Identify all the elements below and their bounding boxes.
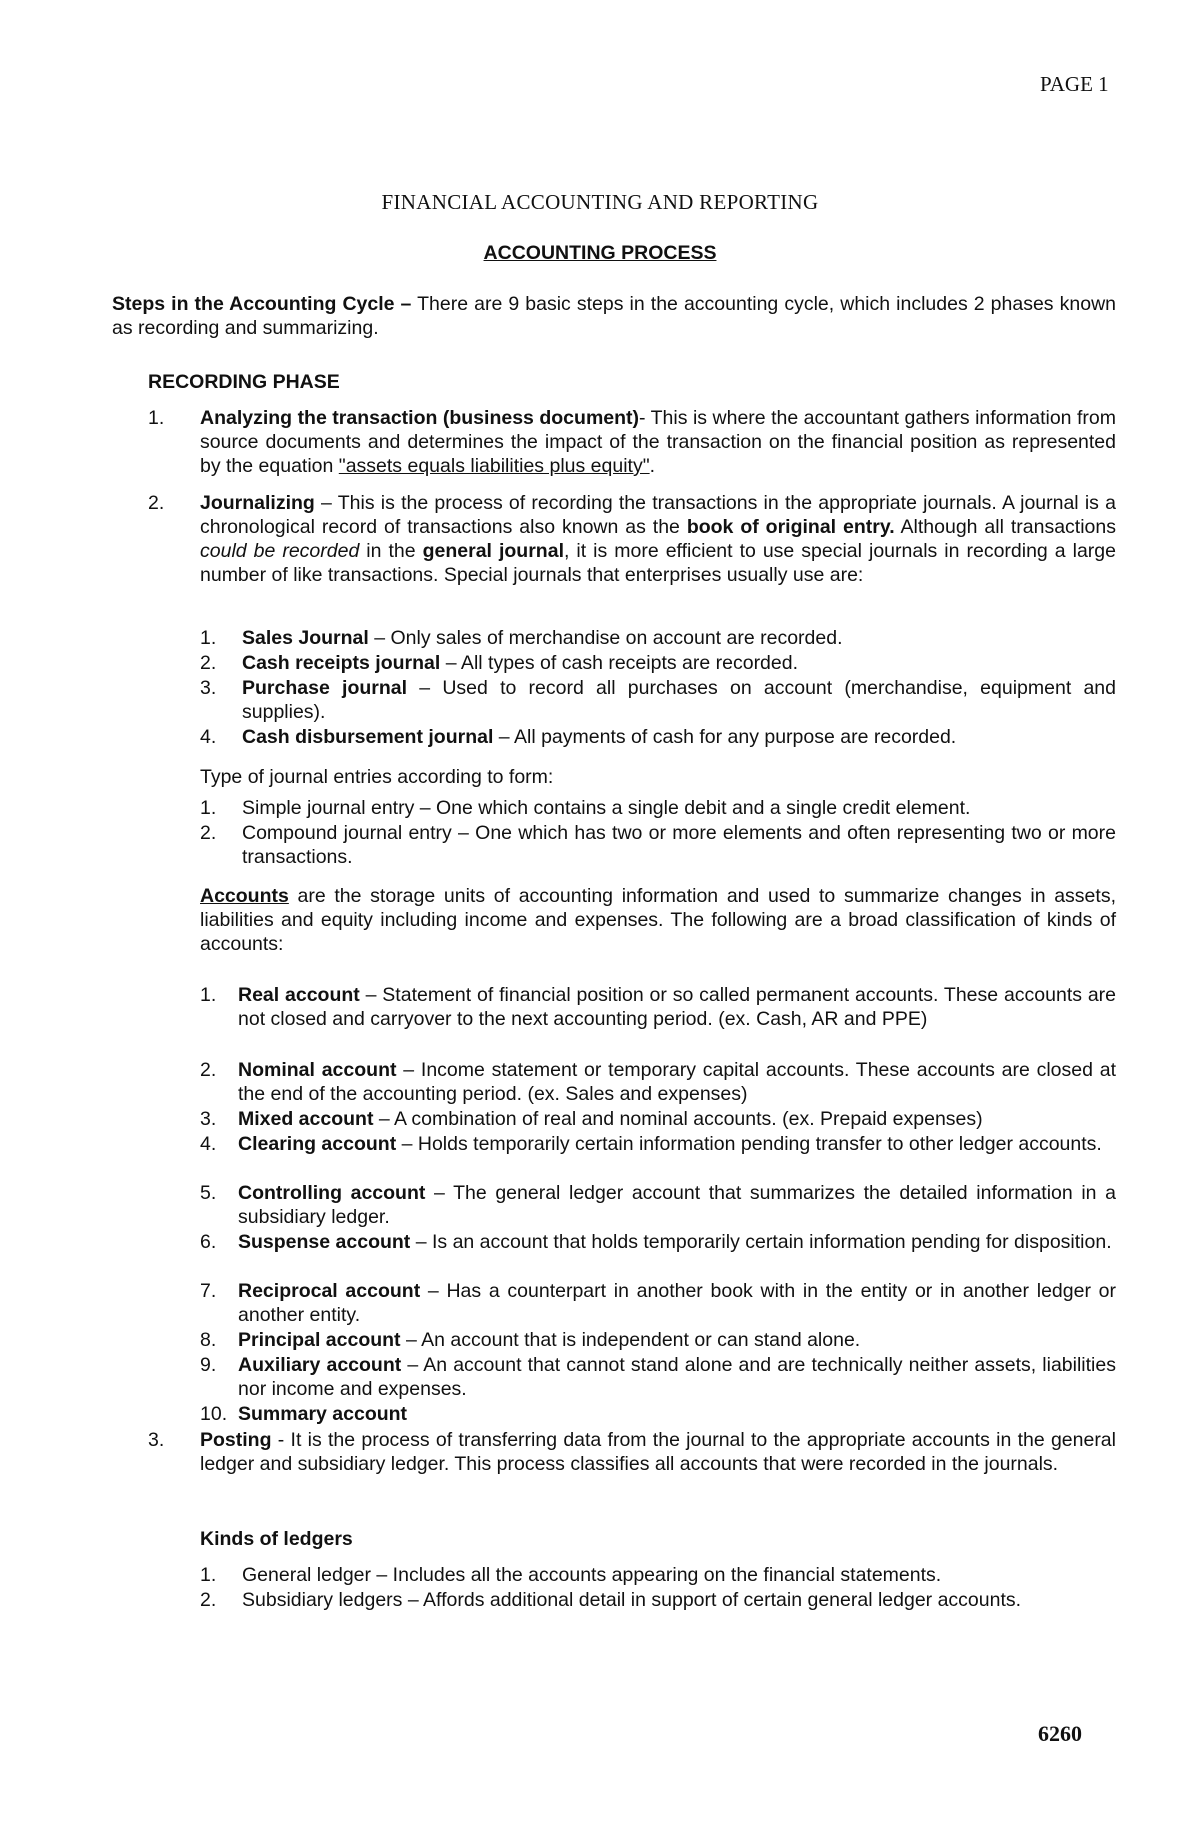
list-item: 6. Suspense account – Is an account that holds temporarily certain information pending for disposition.	[200, 1231, 1112, 1253]
intro-paragraph	[112, 292, 1116, 340]
recording-phase-heading: RECORDING PHASE	[148, 371, 340, 393]
page-number: 6260	[1038, 1721, 1082, 1746]
ledgers-heading: Kinds of ledgers	[200, 1528, 353, 1550]
list-item: 4. Clearing account – Holds temporarily certain information pending transfer to other ledger accounts.	[200, 1133, 1102, 1155]
list-item: 2. Compound journal entry – One which has two or more elements and often representing two or more transactions.	[200, 822, 1116, 868]
list-item: 8. Principal account – An account that is independent or can stand alone.	[200, 1329, 861, 1351]
book-of-original-entry: book of original entry.	[686, 516, 895, 538]
step-3: 3. Posting - It is the process of transferring data from the journal to the appropriate accounts in the general ledger and subsidiary ledger. This process classifies all accounts that were recorded in the journals.	[148, 1429, 1116, 1475]
intro-lead: Steps in the Accounting Cycle –	[112, 293, 412, 315]
general-journal: general journal	[422, 540, 564, 562]
list-item: 1. Sales Journal – Only sales of merchandise on account are recorded.	[200, 627, 843, 649]
step-1-title: Analyzing the transaction (business document)	[200, 407, 640, 429]
journal-entries-intro: Type of journal entries according to form:	[200, 766, 554, 788]
accounting-equation: "assets equals liabilities plus equity"	[338, 455, 650, 477]
list-item: 5. Controlling account – The general ledger account that summarizes the detailed information in a subsidiary ledger.	[200, 1182, 1116, 1228]
list-item: 10. Summary account	[200, 1403, 408, 1425]
list-item: 4. Cash disbursement journal – All payments of cash for any purpose are recorded.	[200, 726, 957, 748]
list-item: 2. Nominal account – Income statement or temporary capital accounts. These accounts are closed at the end of the accounting period. (ex. Sales and expenses)	[200, 1059, 1116, 1105]
step-2-number: 2.	[148, 492, 165, 514]
step-1-text: - This is where the accountant gathers information from source documents and determines the impact of the transaction on the financial position as represented by the equation	[200, 407, 1116, 477]
list-item: 9. Auxiliary account – An account that cannot stand alone and are technically neither assets, liabilities nor income and expenses.	[200, 1354, 1116, 1400]
list-item: 2. Cash receipts journal – All types of cash receipts are recorded.	[200, 652, 799, 674]
list-item: 1. Real account – Statement of financial position or so called permanent accounts. These accounts are not closed and carryover to the next accounting period. (ex. Cash, AR and PPE)	[200, 984, 1117, 1030]
document-title: FINANCIAL ACCOUNTING AND REPORTING	[381, 190, 819, 214]
accounts-paragraph: Accounts are the storage units of accounting information and used to summarize changes in assets, liabilities and equity including income and expenses. The following are a broad classification of kinds of accounts:	[200, 885, 1116, 955]
step-1-number: 1.	[148, 407, 165, 429]
list-item: 7. Reciprocal account – Has a counterpart in another book with in the entity or in another ledger or another entity.	[200, 1280, 1116, 1326]
list-item: 3. Purchase journal – Used to record all purchases on account (merchandise, equipment and supplies).	[200, 677, 1116, 723]
list-item: 1. Simple journal entry – One which contains a single debit and a single credit element.	[200, 797, 971, 819]
step-3-number: 3.	[148, 1429, 165, 1451]
accounts-term: Accounts	[200, 885, 289, 907]
step-1: 1. Analyzing the transaction (business document)- This is where the accountant gathers information from source documents and determines the impact of the transaction on the financial position as represented by the equation "assets equals liabilities plus equity".	[148, 407, 1116, 477]
list-item: 1. General ledger – Includes all the accounts appearing on the financial statements.	[200, 1564, 942, 1586]
page-label: PAGE 1	[1040, 72, 1109, 96]
step-2-title: Journalizing	[200, 492, 315, 514]
section-title: ACCOUNTING PROCESS	[483, 242, 717, 264]
intro-text: There are 9 basic steps in the accounting cycle, which includes 2 phases known as recording and summarizing.	[112, 293, 1116, 339]
list-item: 2. Subsidiary ledgers – Affords additional detail in support of certain general ledger accounts.	[200, 1589, 1022, 1611]
step-2: 2. Journalizing – This is the process of recording the transactions in the appropriate journals. A journal is a chronological record of transactions also known as the book of original entry. Although all transactions could be recorded in the general journal, it is more efficient to use special journals in recording a large number of like transactions. Special journals that enterprises usually use are:	[148, 492, 1116, 586]
step-3-title: Posting	[200, 1429, 272, 1451]
list-item: 3. Mixed account – A combination of real and nominal accounts. (ex. Prepaid expenses)	[200, 1108, 983, 1130]
